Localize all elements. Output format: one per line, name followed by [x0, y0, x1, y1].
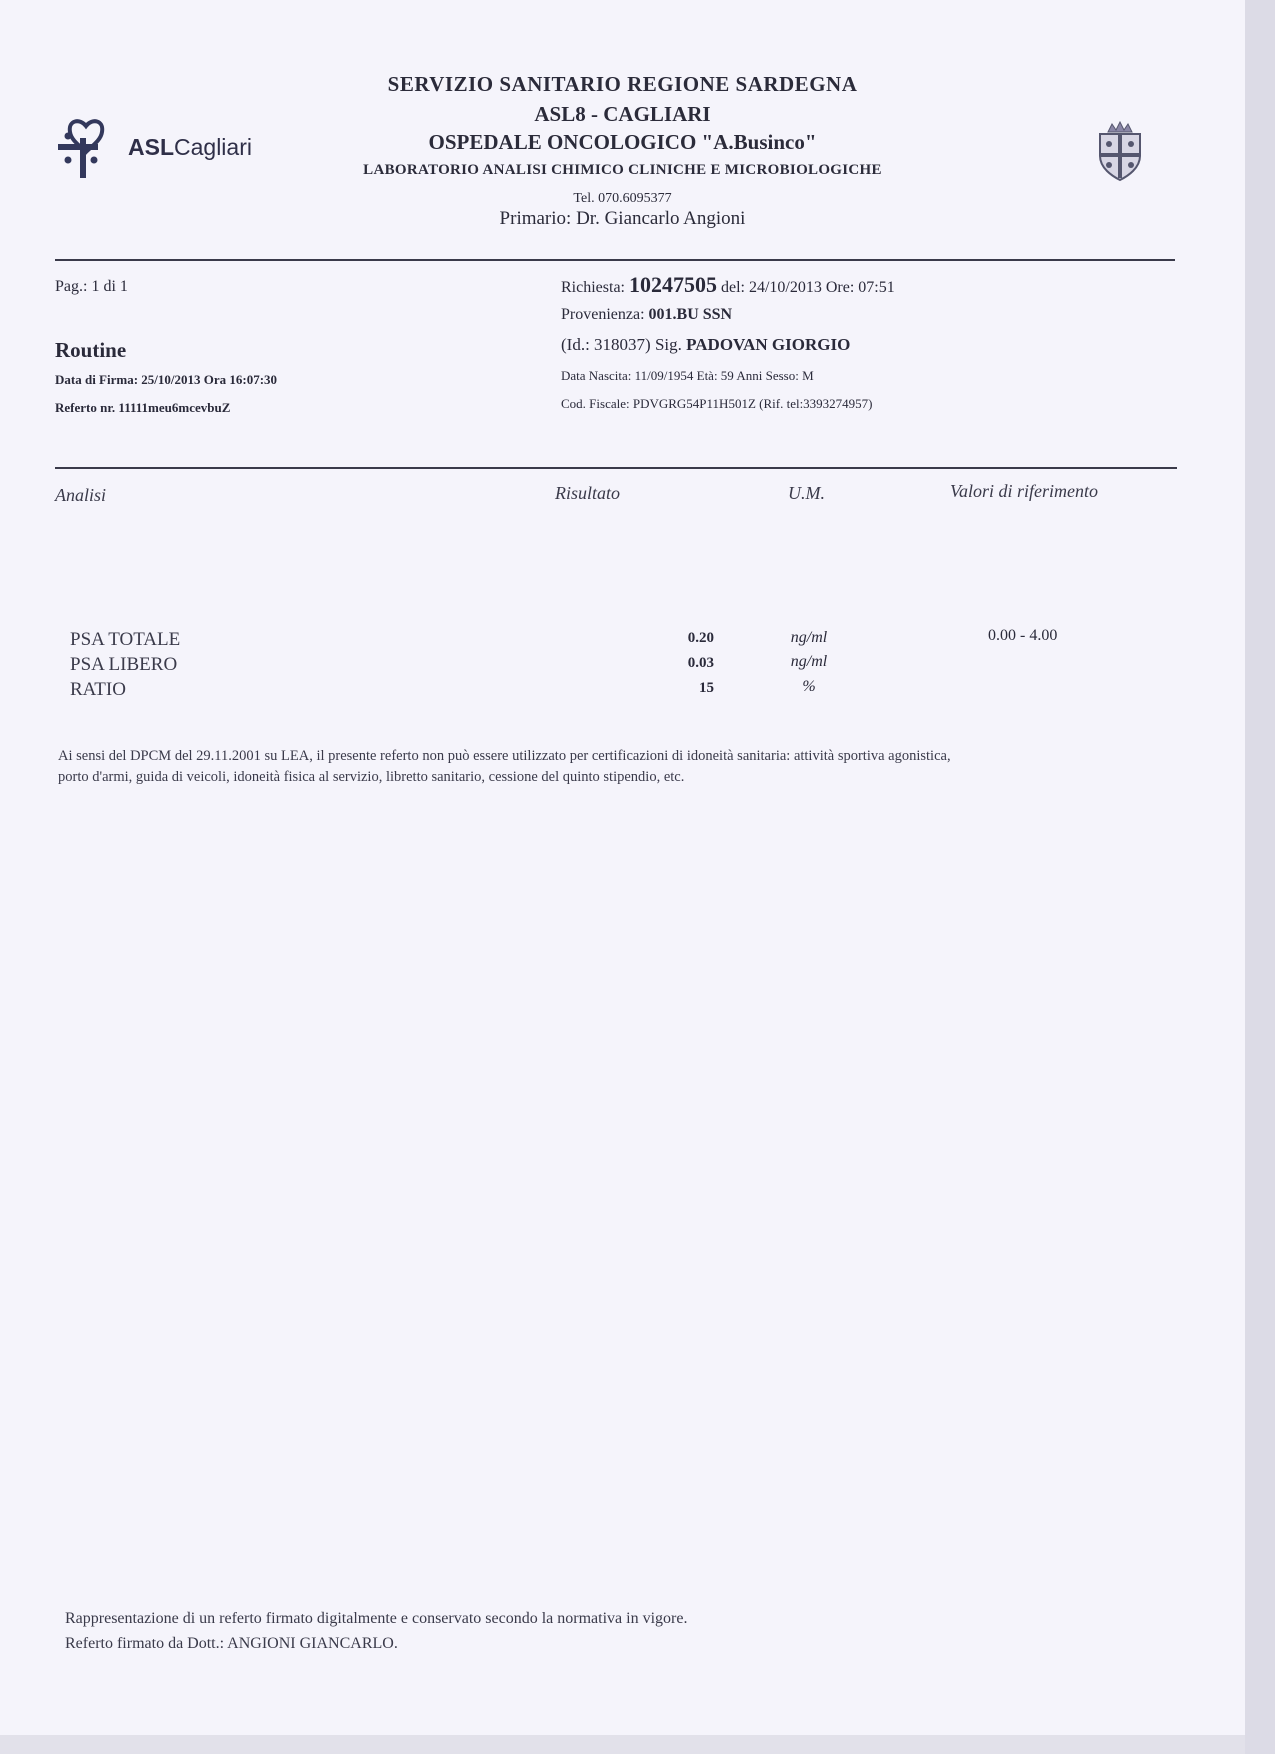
asl-cagliari-logo-text: ASLCagliari [128, 134, 252, 160]
birth-info: Data Nascita: 11/09/1954 Età: 59 Anni Sesso: M [561, 368, 814, 383]
legal-note-line1: Ai sensi del DPCM del 29.11.2001 su LEA, il presente referto non può essere utilizzato per certificazioni di idoneità sanitaria: attività sportiva agonistica, [58, 748, 951, 764]
fiscal-code: Cod. Fiscale: PDVGRG54P11H501Z (Rif. tel:3393274957) [561, 396, 873, 411]
header-laboratory: LABORATORIO ANALISI CHIMICO CLINICHE E MICROBIOLOGICHE [363, 162, 882, 178]
provenance-info: Provenienza: 001.BU SSN [561, 306, 733, 323]
analysis-unit: ng/ml [790, 629, 828, 646]
analysis-value: 15 [699, 680, 714, 696]
scan-edge-bottom [0, 1735, 1245, 1754]
report-number: Referto nr. 11111meu6mcevbuZ [55, 400, 231, 415]
signature-date: Data di Firma: 25/10/2013 Ora 16:07:30 [55, 372, 278, 387]
analysis-name: PSA LIBERO [70, 654, 178, 675]
header-service: SERVIZIO SANITARIO REGIONE SARDEGNA [387, 72, 858, 96]
column-analisi: Analisi [55, 485, 107, 505]
analysis-unit: ng/ml [790, 653, 828, 670]
analysis-name: RATIO [70, 679, 126, 700]
analysis-value: 0.20 [687, 630, 714, 646]
request-info: Richiesta: 10247505 del: 24/10/2013 Ore: 07:51 [561, 272, 895, 297]
header-hospital: OSPEDALE ONCOLOGICO "A.Businco" [428, 130, 817, 154]
footer-signed-by: Referto firmato da Dott.: ANGIONI GIANCARLO. [65, 1635, 398, 1652]
column-risultato: Risultato [555, 483, 621, 503]
column-riferimento: Valori di riferimento [950, 481, 1098, 501]
analysis-value: 0.03 [687, 655, 714, 671]
header-telephone: Tel. 070.6095377 [573, 191, 672, 206]
patient-info: (Id.: 318037) Sig. PADOVAN GIORGIO [561, 335, 851, 354]
header-primario: Primario: Dr. Giancarlo Angioni [499, 208, 746, 229]
info-divider [55, 467, 1177, 469]
header-divider [55, 259, 1175, 261]
footer-digital-signature: Rappresentazione di un referto firmato digitalmente e conservato secondo la normativa in vigore. [65, 1610, 688, 1627]
section-title: Routine [55, 338, 127, 362]
scan-edge [1245, 0, 1275, 1754]
column-um: U.M. [788, 483, 825, 503]
analysis-name: PSA TOTALE [70, 629, 181, 650]
page-number: Pag.: 1 di 1 [55, 278, 128, 295]
header-asl: ASL8 - CAGLIARI [534, 102, 711, 126]
analysis-unit: % [802, 678, 816, 695]
analysis-reference: 0.00 - 4.00 [988, 627, 1058, 644]
legal-note-line2: porto d'armi, guida di veicoli, idoneità fisica al servizio, libretto sanitario, cessione del quinto stipendio, etc. [58, 769, 685, 785]
